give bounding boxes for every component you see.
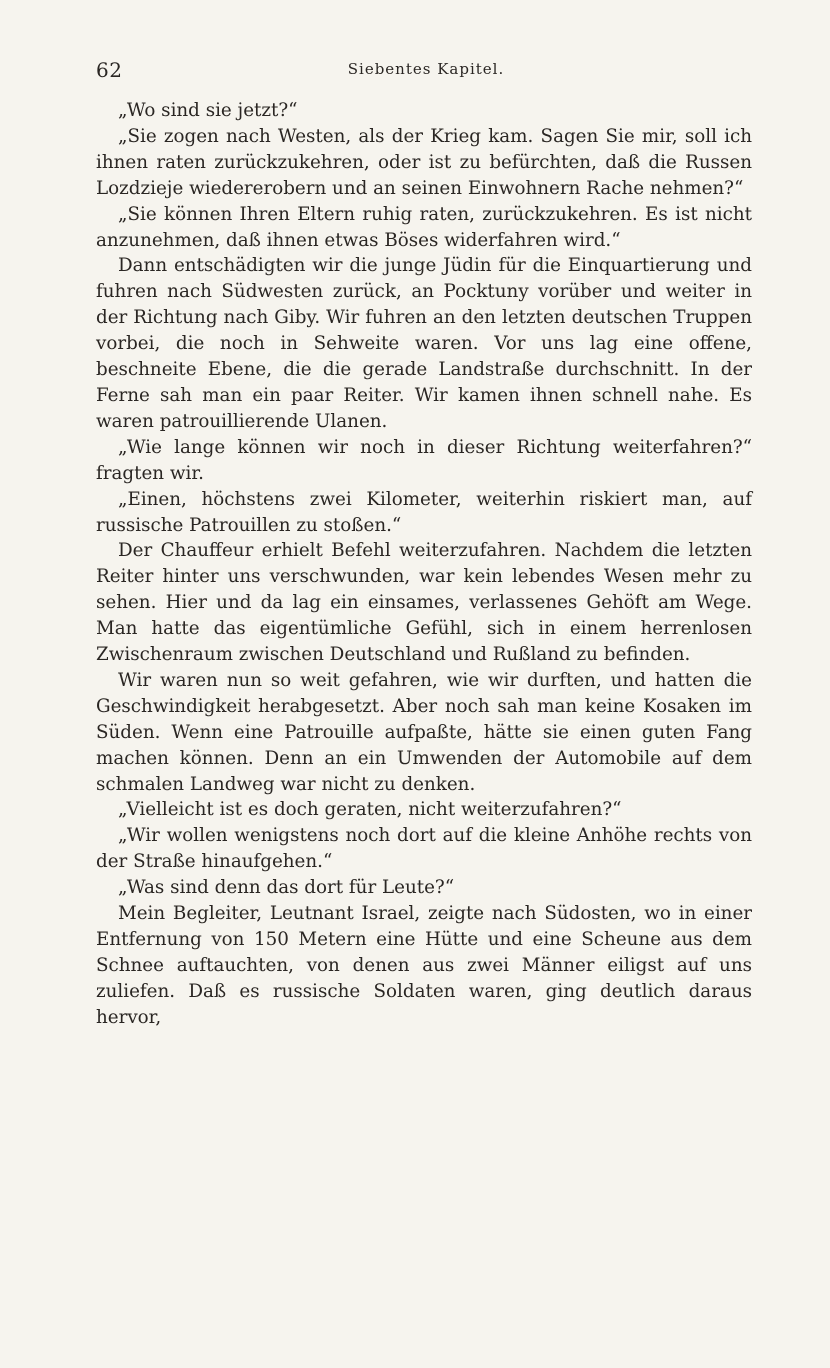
paragraph: „Vielleicht ist es doch geraten, nicht weiterzufahren?“: [118, 799, 622, 821]
paragraph: Wir waren nun so weit gefahren, wie wir durften, und hatten die Geschwindigkeit herabgesetzt. Aber noch sah man keine Kosaken im Süden. Wenn eine Patrouille aufpaßte, hätte sie einen guten Fang machen können. Denn an ein Umwenden der Automobile auf dem schmalen Landweg war nicht zu denken.: [96, 669, 752, 795]
body-text: [96, 98, 752, 1031]
paragraph: Mein Begleiter, Leutnant Israel, zeigte nach Südosten, wo in einer Entfernung von 150 Metern eine Hütte und eine Scheune aus dem Schnee auftauchten, von denen aus zwei Männer eiligst auf uns zuliefen. Daß es russische Soldaten waren, ging deutlich daraus hervor,: [96, 903, 752, 1028]
paragraph: Der Chauffeur erhielt Befehl weiterzufahren. Nachdem die letzten Reiter hinter uns verschwunden, war kein lebendes Wesen mehr zu sehen. Hier und da lag ein einsames, verlassenes Gehöft am Wege. Man hatte das eigentümliche Gefühl, sich in einem herrenlosen Zwischenraum zwischen Deutschland und Rußland zu befinden.: [96, 540, 752, 666]
paragraph: Dann entschädigten wir die junge Jüdin für die Einquartierung und fuhren nach Südwesten zurück, an Pocktuny vorüber und weiter in der Richtung nach Giby. Wir fuhren an den letzten deutschen Truppen vorbei, die noch in Sehweite waren. Vor uns lag eine offene, beschneite Ebene, die die gerade Landstraße durchschnitt. In der Ferne sah man ein paar Reiter. Wir kamen ihnen schnell nahe. Es waren patrouillierende Ulanen.: [96, 255, 752, 432]
chapter-title: Siebentes Kapitel.: [347, 60, 505, 78]
running-head: [96, 58, 756, 88]
page-number: 62: [96, 58, 123, 82]
paragraph: „Sie können Ihren Eltern ruhig raten, zurückzukehren. Es ist nicht anzunehmen, daß ihnen etwas Böses widerfahren wird.“: [96, 203, 752, 251]
paragraph: „Wir wollen wenigstens noch dort auf die kleine Anhöhe rechts von der Straße hinaufgehen.“: [96, 825, 752, 873]
paragraph: „Was sind denn das dort für Leute?“: [118, 877, 455, 899]
paragraph: „Wie lange können wir noch in dieser Richtung weiterfahren?“ fragten wir.: [96, 436, 752, 484]
paragraph: „Wo sind sie jetzt?“: [118, 100, 298, 121]
paragraph: „Sie zogen nach Westen, als der Krieg kam. Sagen Sie mir, soll ich ihnen raten zurückzukehren, oder ist zu befürchten, daß die Russen Lozdzieje wiedererobern und an seinen Einwohnern Rache nehmen?“: [96, 125, 752, 199]
paragraph: „Einen, höchstens zwei Kilometer, weiterhin riskiert man, auf russische Patrouillen zu stoßen.“: [96, 488, 752, 536]
